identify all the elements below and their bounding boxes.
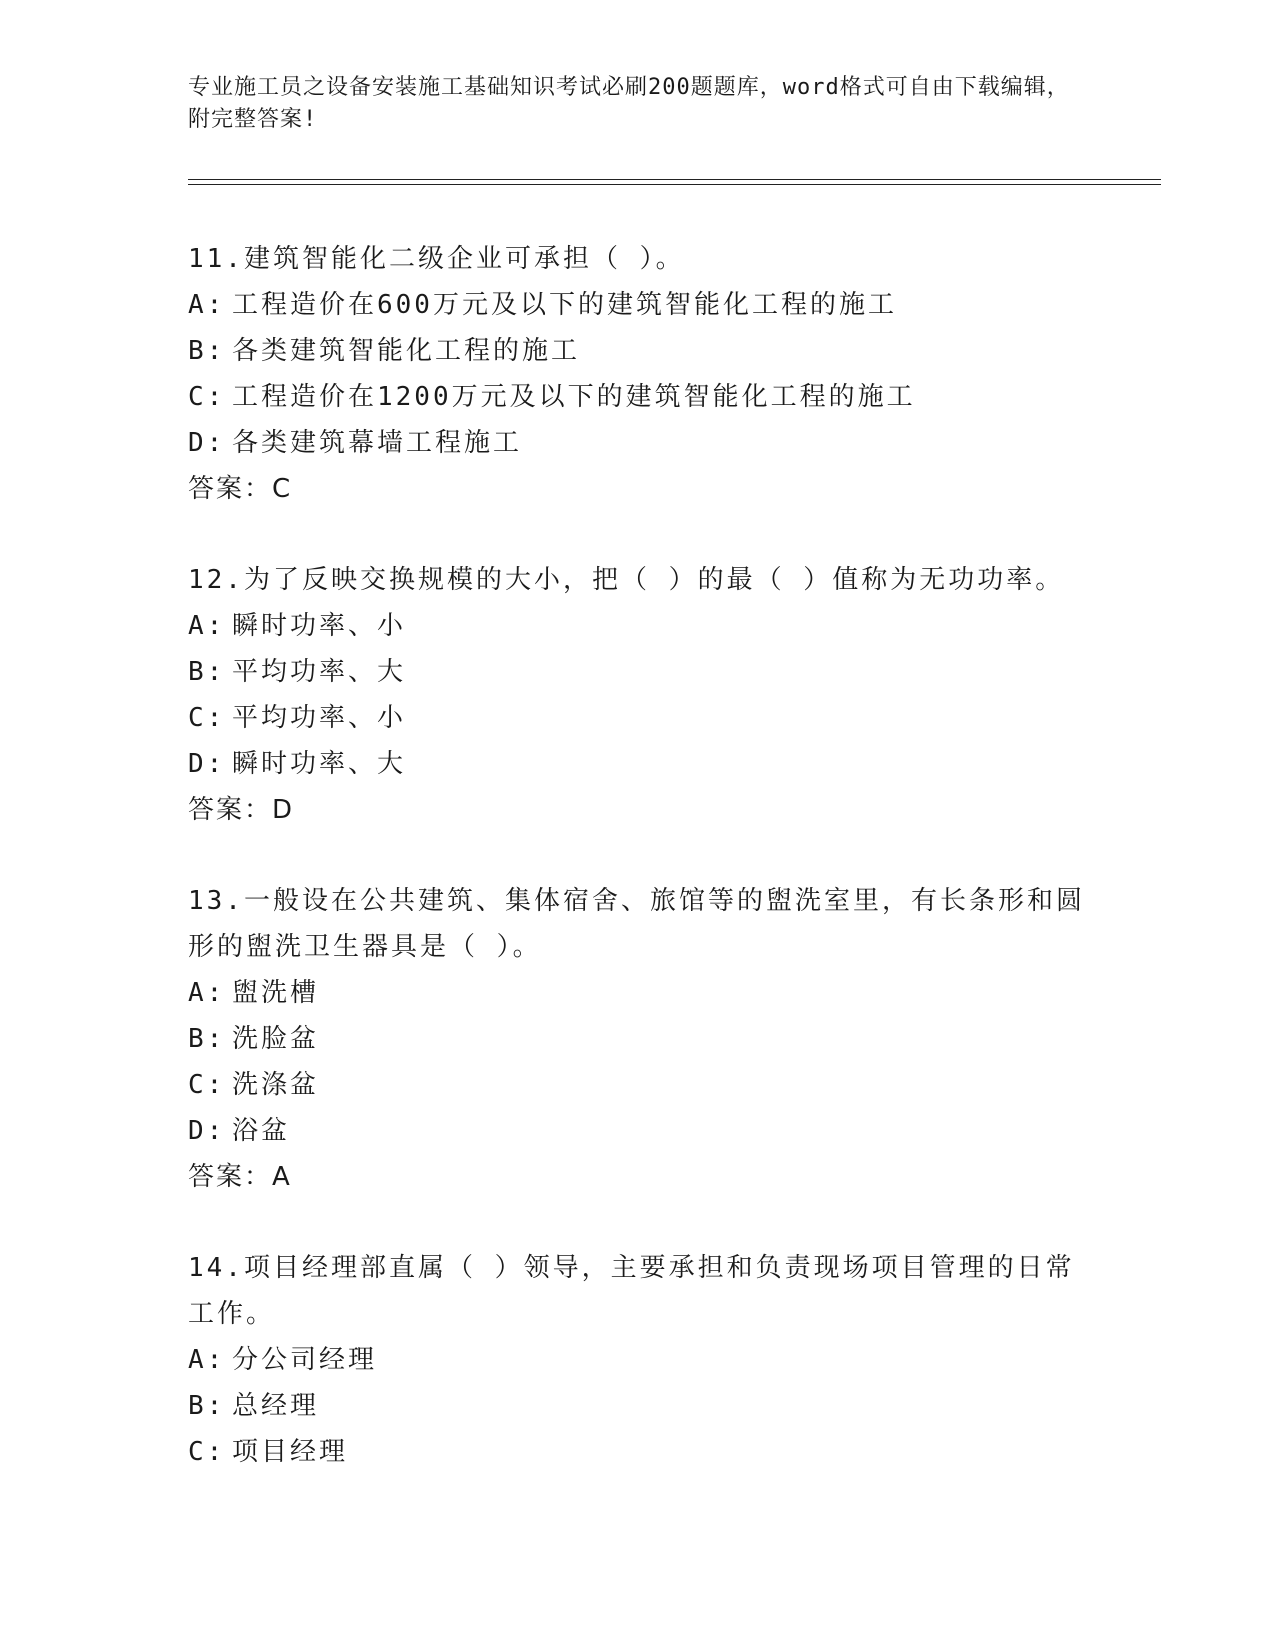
option-key: B:: [188, 336, 226, 366]
option-key: A:: [188, 978, 226, 1008]
option-b: [188, 649, 1088, 695]
option-c: [188, 374, 1088, 420]
option-key: D:: [188, 428, 226, 458]
option-b: [188, 1383, 1088, 1429]
option-c: [188, 1429, 1088, 1475]
option-text: 分公司经理: [232, 1345, 378, 1375]
option-key: B:: [188, 1024, 226, 1054]
option-text: 平均功率、小: [232, 703, 407, 733]
answer-line: 答案：D: [188, 795, 295, 825]
option-d: [188, 1108, 1088, 1154]
option-key: A:: [188, 611, 226, 641]
option-a: [188, 1337, 1088, 1383]
answer-line: 答案：C: [188, 474, 293, 504]
option-text: 洗脸盆: [232, 1024, 320, 1054]
option-key: D:: [188, 749, 226, 779]
option-c: [188, 695, 1088, 741]
question-stem: 13.一般设在公共建筑、集体宿舍、旅馆等的盥洗室里，有长条形和圆形的盥洗卫生器具是（ ）。: [188, 886, 1085, 962]
answer-line: 答案：A: [188, 1162, 292, 1192]
option-text: 平均功率、大: [232, 657, 407, 687]
option-b: [188, 1016, 1088, 1062]
option-text: 瞬时功率、大: [232, 749, 407, 779]
option-c: [188, 1062, 1088, 1108]
option-text: 各类建筑幕墙工程施工: [232, 428, 523, 458]
option-text: 洗涤盆: [232, 1070, 320, 1100]
option-text: 瞬时功率、小: [232, 611, 407, 641]
option-key: D:: [188, 1116, 226, 1146]
option-text: 各类建筑智能化工程的施工: [232, 336, 581, 366]
option-text: 浴盆: [232, 1116, 291, 1146]
question-stem: 14.项目经理部直属（ ）领导，主要承担和负责现场项目管理的日常工作。: [188, 1253, 1075, 1329]
option-text: 项目经理: [232, 1437, 349, 1467]
option-key: C:: [188, 382, 226, 412]
question-stem: 11.建筑智能化二级企业可承担（ ）。: [188, 244, 685, 274]
option-key: C:: [188, 1070, 226, 1100]
question-13: [188, 878, 1088, 1200]
option-a: [188, 970, 1088, 1016]
question-14: [188, 1245, 1088, 1475]
option-key: A:: [188, 1345, 226, 1375]
question-list: [188, 236, 1088, 1520]
document-header: 专业施工员之设备安装施工基础知识考试必刷200题题库，word格式可自由下载编辑，附完整答案!: [188, 75, 1070, 132]
header-rule-bottom: [188, 184, 1161, 185]
question-11: [188, 236, 1088, 512]
question-12: [188, 557, 1088, 833]
option-key: B:: [188, 1391, 226, 1421]
option-key: C:: [188, 703, 226, 733]
option-a: [188, 603, 1088, 649]
option-d: [188, 741, 1088, 787]
option-d: [188, 420, 1088, 466]
option-key: A:: [188, 290, 226, 320]
option-text: 总经理: [232, 1391, 320, 1421]
option-b: [188, 328, 1088, 374]
option-text: 盥洗槽: [232, 978, 320, 1008]
header-rule-top: [188, 179, 1161, 180]
option-a: [188, 282, 1088, 328]
option-key: C:: [188, 1437, 226, 1467]
option-text: 工程造价在600万元及以下的建筑智能化工程的施工: [232, 290, 897, 320]
question-stem: 12.为了反映交换规模的大小，把（ ）的最（ ）值称为无功功率。: [188, 565, 1065, 595]
option-text: 工程造价在1200万元及以下的建筑智能化工程的施工: [232, 382, 916, 412]
option-key: B:: [188, 657, 226, 687]
